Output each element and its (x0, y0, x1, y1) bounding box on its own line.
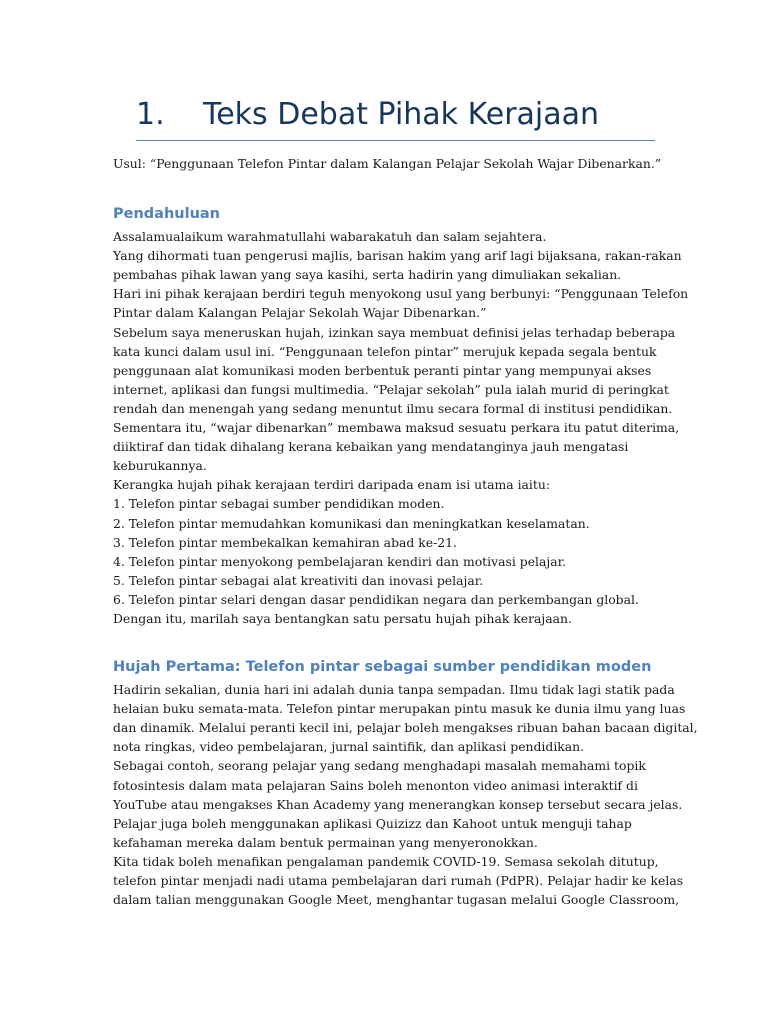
section-body (113, 680, 698, 909)
text-line: 3. Telefon pintar membekalkan kemahiran abad ke-21. (113, 534, 457, 550)
text-line: diiktiraf dan tidak dihalang kerana kebaikan yang mendatanginya jauh mengatasi (113, 439, 629, 455)
section-heading: Hujah Pertama: Telefon pintar sebagai sumber pendidikan moden (113, 659, 652, 676)
text-line: 6. Telefon pintar selari dengan dasar pendidikan negara dan perkembangan global. (113, 591, 639, 607)
text-line: Kerangka hujah pihak kerajaan terdiri daripada enam isi utama iaitu: (113, 477, 551, 493)
text-line: Sebelum saya meneruskan hujah, izinkan saya membuat definisi jelas terhadap beberapa (113, 324, 676, 340)
section-body (113, 227, 689, 628)
text-line: Yang dihormati tuan pengerusi majlis, barisan hakim yang arif lagi bijaksana, rakan-rakan (113, 248, 682, 264)
text-line: fotosintesis dalam mata pelajaran Sains boleh menonton video animasi interaktif di (113, 777, 638, 793)
text-line: helaian buku semata-mata. Telefon pintar merupakan pintu masuk ke dunia ilmu yang luas (113, 701, 686, 717)
text-line: kata kunci dalam usul ini. “Penggunaan telefon pintar” merujuk kepada segala bentuk (113, 343, 657, 359)
text-line: rendah dan menengah yang sedang menuntut ilmu secara formal di institusi pendidikan. (113, 400, 673, 416)
text-line: YouTube atau mengakses Khan Academy yang menerangkan konsep tersebut secara jelas. (113, 796, 683, 812)
text-line: Sementara itu, “wajar dibenarkan” membawa maksud sesuatu perkara itu patut diterima, (113, 420, 680, 436)
title-text: Teks Debat Pihak Kerajaan (203, 97, 600, 132)
text-line: Sebagai contoh, seorang pelajar yang sedang menghadapi masalah memahami topik (113, 758, 646, 774)
text-line: Assalamualaikum warahmatullahi wabarakatuh dan salam sejahtera. (113, 229, 547, 245)
usul-statement: Usul: “Penggunaan Telefon Pintar dalam Kalangan Pelajar Sekolah Wajar Dibenarkan.” (113, 156, 662, 171)
text-line: 1. Telefon pintar sebagai sumber pendidikan moden. (113, 496, 445, 512)
text-line: 4. Telefon pintar menyokong pembelajaran kendiri dan motivasi pelajar. (113, 553, 567, 569)
text-line: Kita tidak boleh menafikan pengalaman pandemik COVID-19. Semasa sekolah ditutup, (113, 853, 659, 869)
text-line: Hari ini pihak kerajaan berdiri teguh menyokong usul yang berbunyi: “Penggunaan Telefon (113, 286, 689, 302)
section-heading: Pendahuluan (113, 206, 220, 223)
text-line: Dengan itu, marilah saya bentangkan satu persatu hujah pihak kerajaan. (113, 610, 572, 626)
text-line: 5. Telefon pintar sebagai alat kreativiti dan inovasi pelajar. (113, 572, 484, 588)
text-line: nota ringkas, video pembelajaran, jurnal saintifik, dan aplikasi pendidikan. (113, 739, 585, 755)
text-line: internet, aplikasi dan fungsi multimedia. “Pelajar sekolah” pula ialah murid di peringkat (113, 381, 669, 397)
text-line: kefahaman mereka dalam bentuk permainan yang menyeronokkan. (113, 834, 538, 850)
title-block (136, 96, 655, 141)
text-line: Pelajar juga boleh menggunakan aplikasi Quizizz dan Kahoot untuk menguji tahap (113, 815, 632, 831)
text-line: 2. Telefon pintar memudahkan komunikasi dan meningkatkan keselamatan. (113, 515, 590, 531)
text-line: Hadirin sekalian, dunia hari ini adalah dunia tanpa sempadan. Ilmu tidak lagi statik pada (113, 682, 675, 698)
text-line: dan dinamik. Melalui peranti kecil ini, pelajar boleh mengakses ribuan bahan bacaan digital, (113, 720, 698, 736)
page-title (136, 96, 655, 134)
section-hujah-pertama (113, 656, 698, 909)
title-number: 1. (136, 97, 165, 132)
text-line: Pintar dalam Kalangan Pelajar Sekolah Wajar Dibenarkan.” (113, 305, 487, 321)
document-body (113, 154, 698, 937)
text-line: keburukannya. (113, 458, 207, 474)
text-line: pembahas pihak lawan yang saya kasihi, serta hadirin yang dimuliakan sekalian. (113, 267, 622, 283)
text-line: penggunaan alat komunikasi moden berbentuk peranti pintar yang mempunyai akses (113, 362, 652, 378)
text-line: telefon pintar menjadi nadi utama pembelajaran dari rumah (PdPR). Pelajar hadir ke kelas (113, 873, 684, 888)
section-pendahuluan (113, 203, 689, 628)
text-line: dalam talian menggunakan Google Meet, menghantar tugasan melalui Google Classroom, (113, 892, 680, 908)
